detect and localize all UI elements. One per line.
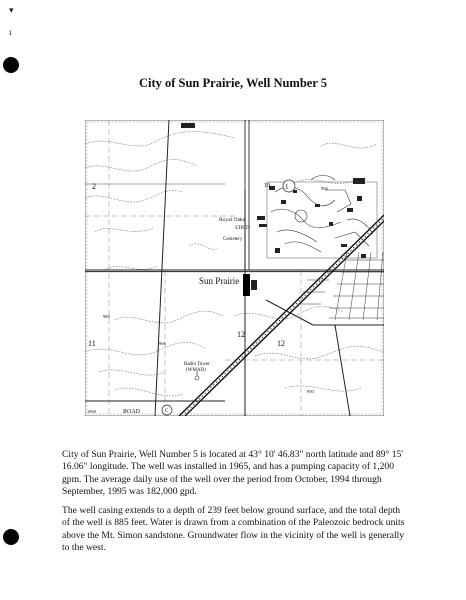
well-construction-paragraph: The well casing extends to a depth of 239 feet below ground surface, and the total depth of the well is 885 feet. Water is drawn from a combination of the Paleozoic bedrock units above the Mt. Simon sandstone. Groundwater flow in the vicinity of the well is generally to the west. — [62, 505, 405, 553]
map-label-elevation-5: 950 — [307, 389, 314, 394]
map-label-elevation-2: 966 — [159, 341, 166, 346]
map-label-royal-oaks: Royal Oaks — [219, 217, 245, 223]
map-label-route-c: C — [165, 409, 169, 414]
map-label-section-12a: 12 — [237, 330, 245, 339]
hole-punch-bottom — [3, 529, 19, 545]
map-label-section-1: 1 — [285, 183, 289, 191]
topographic-map — [85, 120, 384, 416]
map-label-section-11: 11 — [88, 339, 96, 348]
margin-mark-second: ı — [9, 27, 12, 37]
map-label-elevation-1: 994 — [321, 186, 328, 191]
map-label-radio-tower: Radio Tower — [184, 362, 210, 367]
well-location-paragraph: City of Sun Prairie, Well Number 5 is located at 43° 10' 46.83" north latitude and 89° 15' 16.06" longitude. The well was installed in 1965, and has a pumping capacity of 1,200 gpm. The average daily use of the well over the period from October, 1994 through September, 1995 was 182,000 gpd. — [62, 449, 404, 497]
map-label-sun-prairie: Sun Prairie — [199, 276, 240, 286]
map-label-cemetery: Cemetery — [223, 237, 243, 242]
map-label-section-12b: 12 — [277, 339, 285, 348]
map-label-road: ROAD — [123, 409, 141, 415]
hole-punch-top — [3, 57, 19, 73]
map-label-route-19: 19 — [264, 183, 270, 189]
map-label-elevation-3: 1860 — [87, 409, 96, 414]
map-label-radio-station: (WMAD) — [186, 368, 206, 373]
margin-mark-top: ▾ — [9, 5, 14, 15]
map-label-section-2: 2 — [92, 182, 96, 191]
map-label-trailer-park: STR Tr — [235, 226, 250, 231]
page-title: City of Sun Prairie, Well Number 5 — [138, 76, 328, 90]
map-background — [85, 120, 384, 416]
map-label-elevation-4: 988 — [103, 314, 110, 319]
